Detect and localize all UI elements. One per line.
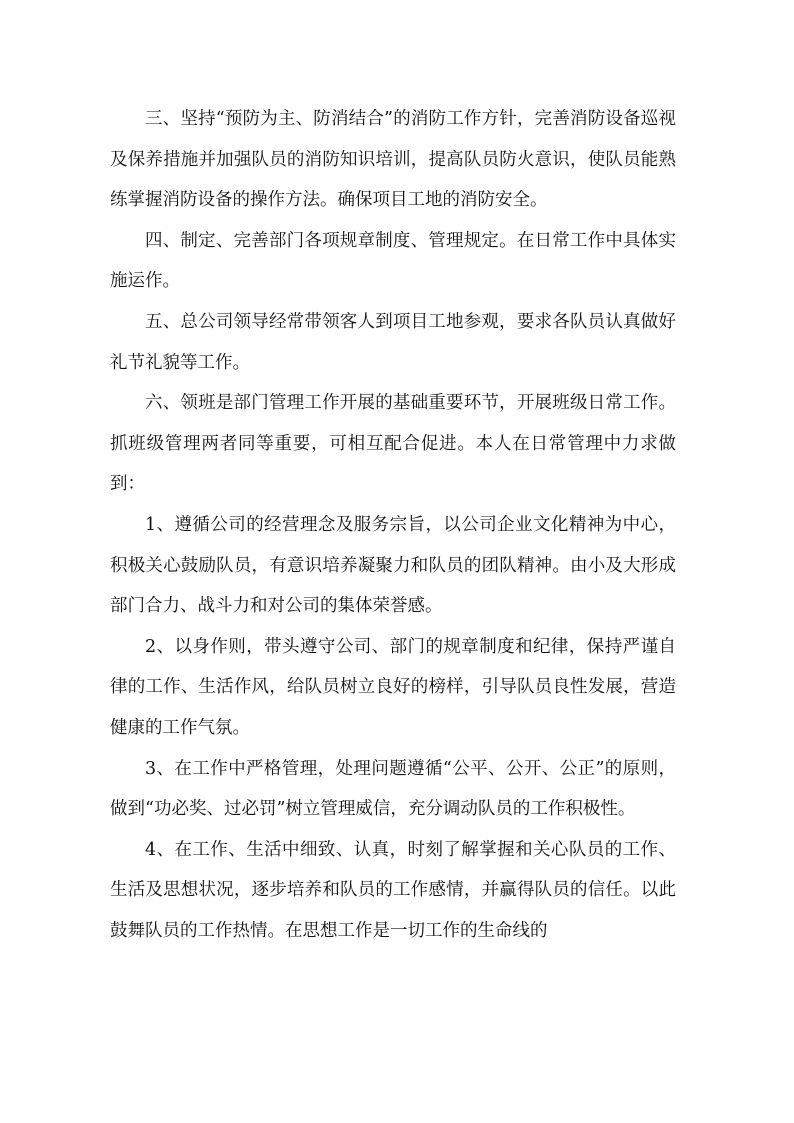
paragraph-item-2: 2、以身作则，带头遵守公司、部门的规章制度和纪律，保持严谨自律的工作、生活作风，给队员树立良好的榜样，引导队员良性发展，营造健康的工作气氛。 [110, 636, 676, 738]
document-body [110, 99, 676, 951]
paragraph-item-1: 1、遵循公司的经营理念及服务宗旨，以公司企业文化精神为中心，积极关心鼓励队员，有意识培养凝聚力和队员的团队精神。由小及大形成部门合力、战斗力和对公司的集体荣誉感。 [110, 514, 676, 617]
paragraph-fire-safety: 三、坚持“预防为主、防消结合”的消防工作方针，完善消防设备巡视及保养措施并加强队员的消防知识培训，提高队员防火意识，使队员能熟练掌握消防设备的操作方法。确保项目工地的消防安全。 [110, 109, 676, 211]
paragraph-etiquette: 五、总公司领导经常带领客人到项目工地参观，要求各队员认真做好礼节礼貌等工作。 [110, 311, 676, 373]
paragraph-team-leader: 六、领班是部门管理工作开展的基础重要环节，开展班级日常工作。抓班级管理两者同等重要，可相互配合促进。本人在日常管理中力求做到： [110, 393, 676, 495]
paragraph-item-3: 3、在工作中严格管理，处理问题遵循“公平、公开、公正”的原则，做到“功必奖、过必罚”树立管理威信，充分调动队员的工作积极性。 [110, 758, 676, 820]
paragraph-regulations: 四、制定、完善部门各项规章制度、管理规定。在日常工作中具体实施运作。 [110, 230, 676, 292]
paragraph-item-4: 4、在工作、生活中细致、认真，时刻了解掌握和关心队员的工作、生活及思想状况，逐步培养和队员的工作感情，并赢得队员的信任。以此鼓舞队员的工作热情。在思想工作是一切工作的生命线的 [110, 839, 676, 941]
